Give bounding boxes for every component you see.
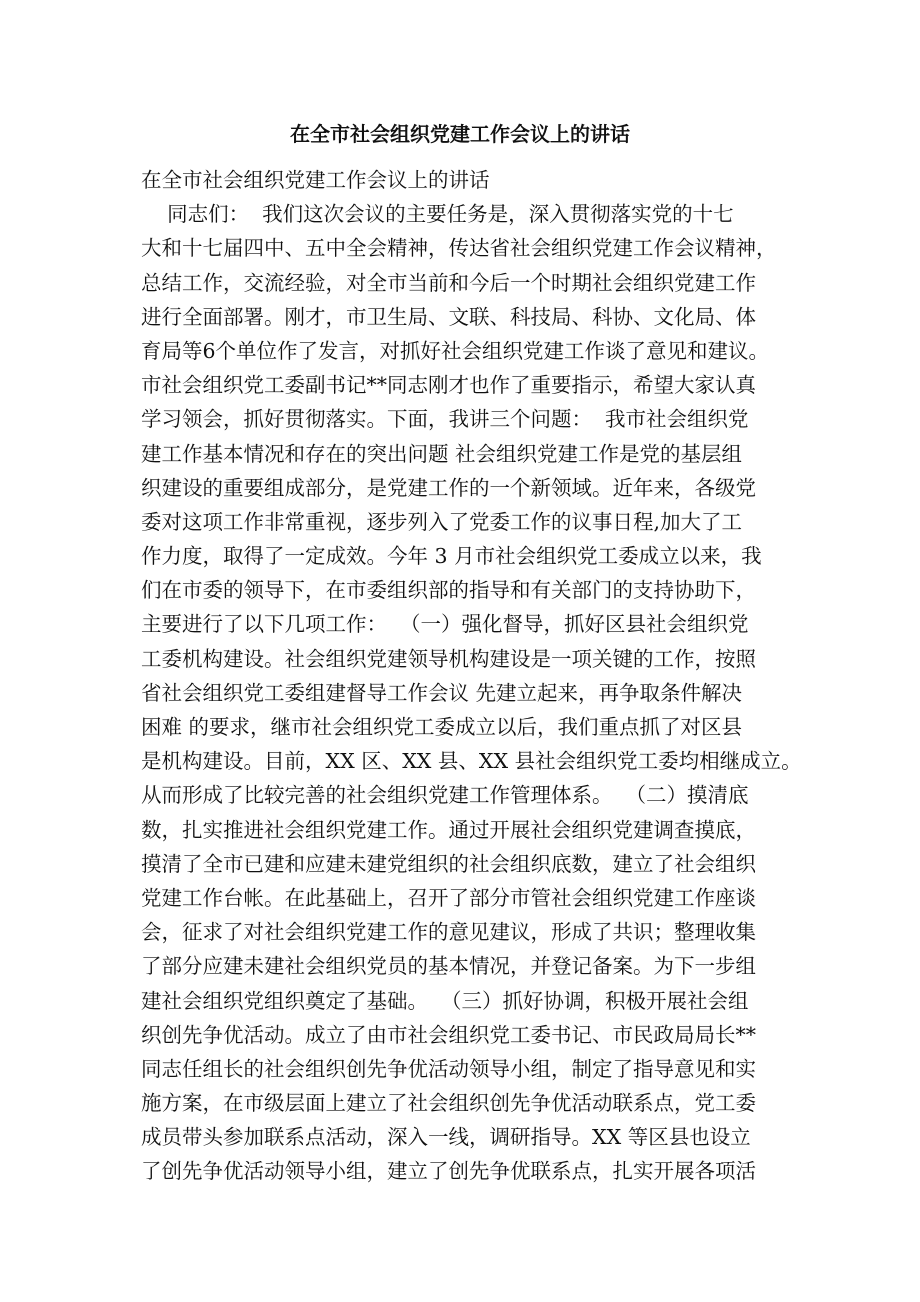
- body-text-line: 困难 的要求，继市社会组织党工委成立以后，我们重点抓了对区县: [141, 715, 743, 739]
- body-text-line: 同志们： 我们这次会议的主要任务是，深入贯彻落实党的十七: [141, 202, 734, 227]
- body-text-line: 同志任组长的社会组织创先争优活动领导小组，制定了指导意见和实: [141, 1056, 756, 1081]
- body-text-line: 主要进行了以下几项工作： （一）强化督导，抓好区县社会组织党: [141, 612, 749, 637]
- body-text-line: 省社会组织党工委组建督导工作会议 先建立起来，再争取条件解决: [141, 680, 743, 705]
- body-text-line: 进行全面部署。刚才，市卫生局、文联、科技局、科协、文化局、体: [141, 304, 756, 329]
- body-text-line: 委对这项工作非常重视，逐步列入了党委工作的议事日程,加大了工: [141, 509, 743, 534]
- body-text-line: 总结工作，交流经验，对全市当前和今后一个时期社会组织党建工作: [141, 270, 756, 295]
- body-text-line: 了部分应建未建社会组织党员的基本情况，并登记备案。为下一步组: [141, 954, 756, 979]
- body-text-line: 市社会组织党工委副书记**同志刚才也作了重要指示，希望大家认真: [141, 373, 756, 398]
- body-text-line: 学习领会，抓好贯彻落实。下面，我讲三个问题： 我市社会组织党: [141, 407, 749, 432]
- body-text-line: 党建工作台帐。在此基础上，召开了部分市管社会组织党建工作座谈: [141, 885, 756, 910]
- body-text-line: 施方案，在市级层面上建立了社会组织创先争优活动联系点，党工委: [141, 1091, 756, 1116]
- body-text-line: 是机构建设。目前，XX 区、XX 县、XX 县社会组织党工委均相继成立。: [141, 749, 802, 774]
- body-text-line: 建社会组织党组织奠定了基础。 （三）抓好协调，积极开展社会组: [141, 988, 749, 1013]
- body-text-line: 织建设的重要组成部分，是党建工作的一个新领域。近年来，各级党: [141, 475, 756, 500]
- body-text-line: 了创先争优活动领导小组，建立了创先争优联系点，扎实开展各项活: [141, 1159, 756, 1184]
- document-subtitle-line: 在全市社会组织党建工作会议上的讲话: [141, 168, 490, 192]
- body-text-line: 会，征求了对社会组织党建工作的意见建议，形成了共识；整理收集: [141, 920, 756, 945]
- document-title: 在全市社会组织党建工作会议上的讲话: [290, 122, 630, 146]
- body-text-line: 育局等6个单位作了发言，对抓好社会组织党建工作谈了意见和建议。: [141, 338, 770, 363]
- body-text-line: 织创先争优活动。成立了由市社会组织党工委书记、市民政局局长**: [141, 1022, 756, 1047]
- body-text-line: 从而形成了比较完善的社会组织党建工作管理体系。 （二）摸清底: [141, 783, 749, 808]
- body-text-line: 们在市委的领导下，在市委组织部的指导和有关部门的支持协助下，: [141, 578, 756, 603]
- body-text-line: 工委机构建设。社会组织党建领导机构建设是一项关键的工作，按照: [141, 646, 756, 671]
- body-text-line: 大和十七届四中、五中全会精神，传达省社会组织党建工作会议精神，: [141, 236, 777, 261]
- document-body: [141, 163, 802, 1189]
- body-text-line: 摸清了全市已建和应建未建党组织的社会组织底数，建立了社会组织: [141, 851, 756, 876]
- body-text-line: 建工作基本情况和存在的突出问题 社会组织党建工作是党的基层组: [141, 441, 743, 466]
- body-text-line: 数，扎实推进社会组织党建工作。通过开展社会组织党建调查摸底，: [141, 817, 756, 842]
- body-text-line: 作力度，取得了一定成效。今年 3 月市社会组织党工委成立以来，我: [141, 544, 762, 569]
- body-text-line: 成员带头参加联系点活动，深入一线，调研指导。XX 等区县也设立: [141, 1125, 751, 1150]
